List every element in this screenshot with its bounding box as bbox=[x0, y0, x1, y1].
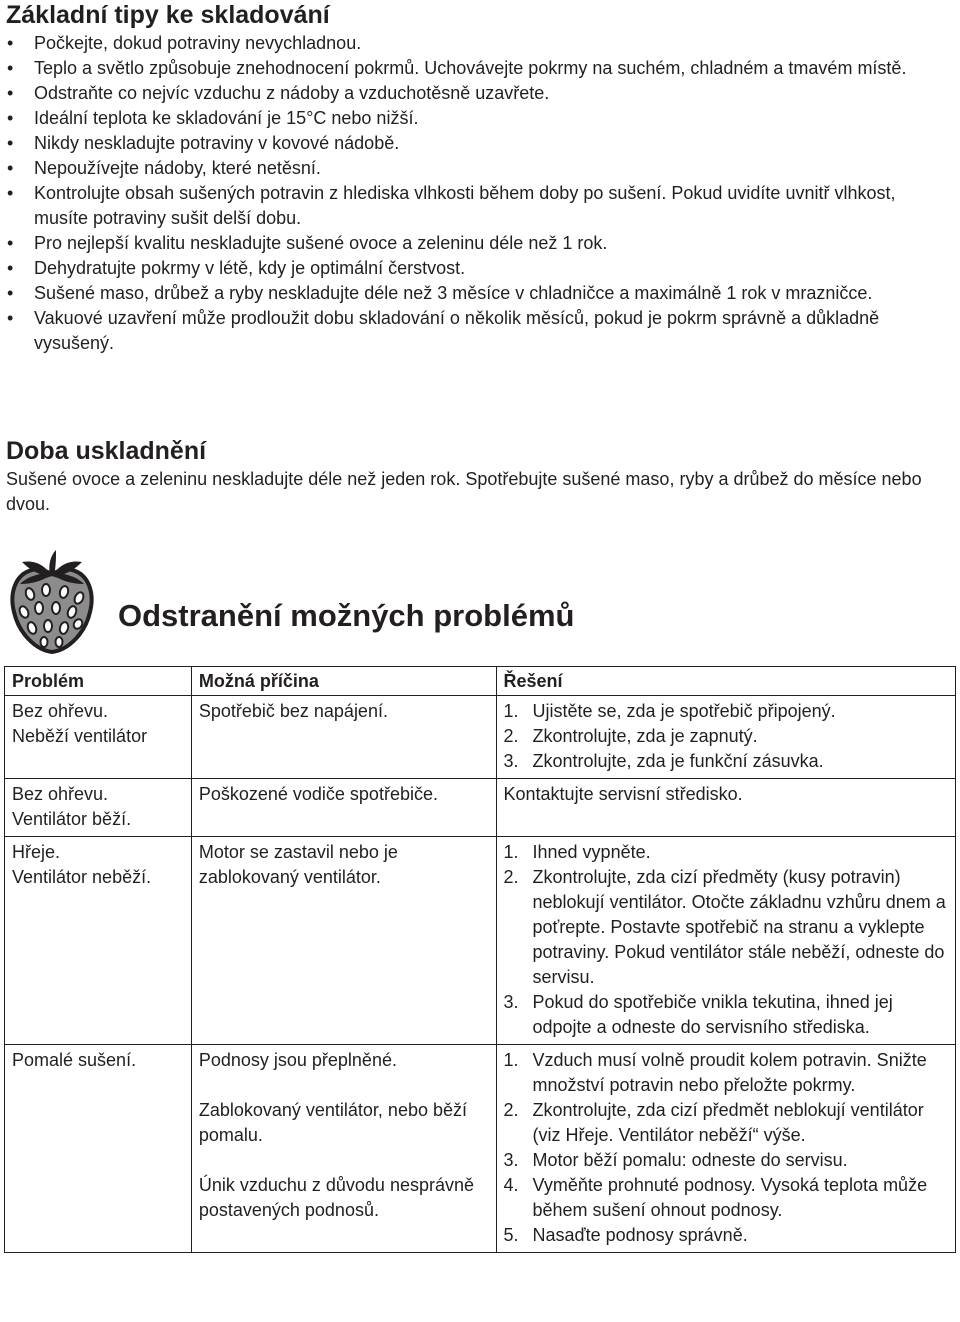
step-number: 4. bbox=[503, 1175, 519, 1195]
list-item-text: Nepoužívejte nádoby, které netěsní. bbox=[34, 158, 321, 178]
bullet: • bbox=[7, 283, 14, 303]
solution-cell bbox=[496, 837, 955, 1045]
step-number: 3. bbox=[503, 1150, 519, 1170]
list-item bbox=[0, 231, 945, 256]
cause-text: Únik vzduchu z důvodu nesprávně postavených podnosů. bbox=[198, 1175, 474, 1220]
table-row bbox=[5, 696, 956, 779]
cause-text: Poškozené vodiče spotřebiče. bbox=[198, 784, 438, 804]
step-number: 1. bbox=[503, 842, 519, 862]
problem-text: Bez ohřevu. bbox=[12, 701, 109, 721]
step-text: Zkontrolujte, zda cizí předměty (kusy potravin) neblokují ventilátor. Otočte základnu vzhůru dnem a poťrepte. Postavte spotřebič na stranu a vyklepte potraviny. Pokud ventilátor stále neběží, odneste do servisu. bbox=[532, 867, 946, 987]
step-text: Pokud do spotřebiče vnikla tekutina, ihned jej odpojte a odneste do servisního střediska. bbox=[532, 992, 893, 1037]
step-text: Motor běží pomalu: odneste do servisu. bbox=[532, 1150, 848, 1170]
cause-text: Podnosy jsou přeplněné. bbox=[198, 1050, 397, 1070]
solution-step bbox=[504, 699, 948, 724]
bullet: • bbox=[7, 83, 14, 103]
solution-steps bbox=[504, 840, 948, 1040]
step-text: Nasaďte podnosy správně. bbox=[532, 1225, 748, 1245]
storage-tips-heading: Základní tipy ke skladování bbox=[6, 1, 330, 29]
table-row bbox=[5, 779, 956, 837]
bullet: • bbox=[7, 183, 14, 203]
solution-step bbox=[504, 990, 948, 1040]
list-item-text: Nikdy neskladujte potraviny v kovové nádobě. bbox=[34, 133, 400, 153]
bullet: • bbox=[7, 108, 14, 128]
solution-step bbox=[504, 840, 948, 865]
problem-text: Neběží ventilátor bbox=[12, 726, 148, 746]
list-item-text: Sušené maso, drůbež a ryby neskladujte déle než 3 měsíce v chladničce a maximálně 1 rok v mrazničce. bbox=[34, 283, 873, 303]
list-item-text: Odstraňte co nejvíc vzduchu z nádoby a vzduchotěsně uzavřete. bbox=[34, 83, 550, 103]
storage-tips-list bbox=[0, 31, 945, 356]
bullet: • bbox=[7, 258, 14, 278]
solution-steps bbox=[504, 1048, 948, 1248]
step-number: 2. bbox=[503, 1100, 519, 1120]
problem-cell bbox=[5, 1045, 192, 1253]
step-text: Zkontrolujte, zda je funkční zásuvka. bbox=[532, 751, 824, 771]
list-item-text: Kontrolujte obsah sušených potravin z hlediska vlhkosti během doby po sušení. Pokud uvidíte uvnitř vlhkost, musíte potraviny sušit delší dobu. bbox=[34, 183, 896, 228]
bullet: • bbox=[7, 158, 14, 178]
list-item bbox=[0, 256, 945, 281]
problem-cell bbox=[5, 837, 192, 1045]
cause-text: Spotřebič bez napájení. bbox=[198, 701, 388, 721]
list-item bbox=[0, 81, 945, 106]
list-item bbox=[0, 106, 945, 131]
storage-time-text: Sušené ovoce a zeleninu neskladujte déle než jeden rok. Spotřebujte sušené maso, ryby a drůbež do měsíce nebo dvou. bbox=[6, 469, 922, 514]
table-row bbox=[5, 837, 956, 1045]
list-item-text: Počkejte, dokud potraviny nevychladnou. bbox=[34, 33, 362, 53]
step-number: 2. bbox=[503, 726, 519, 746]
list-item bbox=[0, 156, 945, 181]
step-text: Vyměňte prohnuté podnosy. Vysoká teplota může během sušení ohnout podnosy. bbox=[532, 1175, 928, 1220]
cause-cell bbox=[191, 1045, 496, 1253]
step-text: Ujistěte se, zda je spotřebič připojený. bbox=[532, 701, 836, 721]
list-item-text: Ideální teplota ke skladování je 15°C nebo nižší. bbox=[34, 108, 419, 128]
list-item-text: Teplo a světlo způsobuje znehodnocení pokrmů. Uchovávejte pokrmy na suchém, chladném a tmavém místě. bbox=[34, 58, 907, 78]
solution-text: Kontaktujte servisní středisko. bbox=[503, 784, 743, 804]
problem-text: Hřeje. bbox=[12, 842, 61, 862]
problem-text: Pomalé sušení. bbox=[12, 1050, 137, 1070]
cause-cell bbox=[191, 696, 496, 779]
step-text: Zkontrolujte, zda cizí předmět neblokují ventilátor (viz Hřeje. Ventilátor neběží“ výše. bbox=[532, 1100, 924, 1145]
solution-steps bbox=[504, 699, 948, 774]
solution-cell bbox=[496, 1045, 955, 1253]
solution-cell bbox=[496, 779, 955, 837]
bullet: • bbox=[7, 233, 14, 253]
solution-step bbox=[504, 1098, 948, 1148]
bullet: • bbox=[7, 58, 14, 78]
cause-cell bbox=[191, 837, 496, 1045]
solution-step bbox=[504, 749, 948, 774]
list-item bbox=[0, 181, 945, 231]
step-number: 5. bbox=[503, 1225, 519, 1245]
solution-step bbox=[504, 1173, 948, 1223]
solution-step bbox=[504, 724, 948, 749]
list-item bbox=[0, 56, 945, 81]
storage-time-heading: Doba uskladnění bbox=[6, 437, 207, 465]
cause-text: Motor se zastavil nebo je zablokovaný ventilátor. bbox=[198, 842, 398, 887]
column-header-solution: Řešení bbox=[496, 667, 955, 696]
solution-step bbox=[504, 1223, 948, 1248]
list-item bbox=[0, 131, 945, 156]
troubleshooting-heading: Odstranění možných problémů bbox=[118, 598, 575, 633]
step-number: 1. bbox=[503, 701, 519, 721]
step-number: 1. bbox=[503, 1050, 519, 1070]
solution-step bbox=[504, 1048, 948, 1098]
step-number: 2. bbox=[503, 867, 519, 887]
column-header-problem: Problém bbox=[5, 667, 192, 696]
step-text: Ihned vypněte. bbox=[532, 842, 651, 862]
problem-text: Bez ohřevu. bbox=[12, 784, 109, 804]
list-item-text: Vakuové uzavření může prodloužit dobu skladování o několik měsíců, pokud je pokrm správně a důkladně vysušený. bbox=[34, 308, 880, 353]
step-number: 3. bbox=[503, 751, 519, 771]
problem-cell bbox=[5, 696, 192, 779]
step-text: Zkontrolujte, zda je zapnutý. bbox=[532, 726, 758, 746]
column-header-cause: Možná příčina bbox=[191, 667, 496, 696]
solution-step bbox=[504, 1148, 948, 1173]
list-item-text: Pro nejlepší kvalitu neskladujte sušené ovoce a zeleninu déle než 1 rok. bbox=[34, 233, 608, 253]
problem-text: Ventilátor běží. bbox=[12, 809, 132, 829]
problem-cell bbox=[5, 779, 192, 837]
cause-cell bbox=[191, 779, 496, 837]
list-item-text: Dehydratujte pokrmy v létě, kdy je optimální čerstvost. bbox=[34, 258, 466, 278]
bullet: • bbox=[7, 33, 14, 53]
list-item bbox=[0, 306, 945, 356]
list-item bbox=[0, 31, 945, 56]
solution-cell bbox=[496, 696, 955, 779]
strawberry-icon bbox=[6, 546, 98, 656]
troubleshooting-table bbox=[4, 666, 956, 1253]
table-header-row bbox=[5, 667, 956, 696]
list-item bbox=[0, 281, 945, 306]
solution-step bbox=[504, 865, 948, 990]
table-row bbox=[5, 1045, 956, 1253]
step-text: Vzduch musí volně proudit kolem potravin. Snižte množství potravin nebo přeložte pokrmy. bbox=[532, 1050, 927, 1095]
problem-text: Ventilátor neběží. bbox=[12, 867, 152, 887]
bullet: • bbox=[7, 133, 14, 153]
cause-text: Zablokovaný ventilátor, nebo běží pomalu. bbox=[198, 1100, 467, 1145]
step-number: 3. bbox=[503, 992, 519, 1012]
bullet: • bbox=[7, 308, 14, 328]
